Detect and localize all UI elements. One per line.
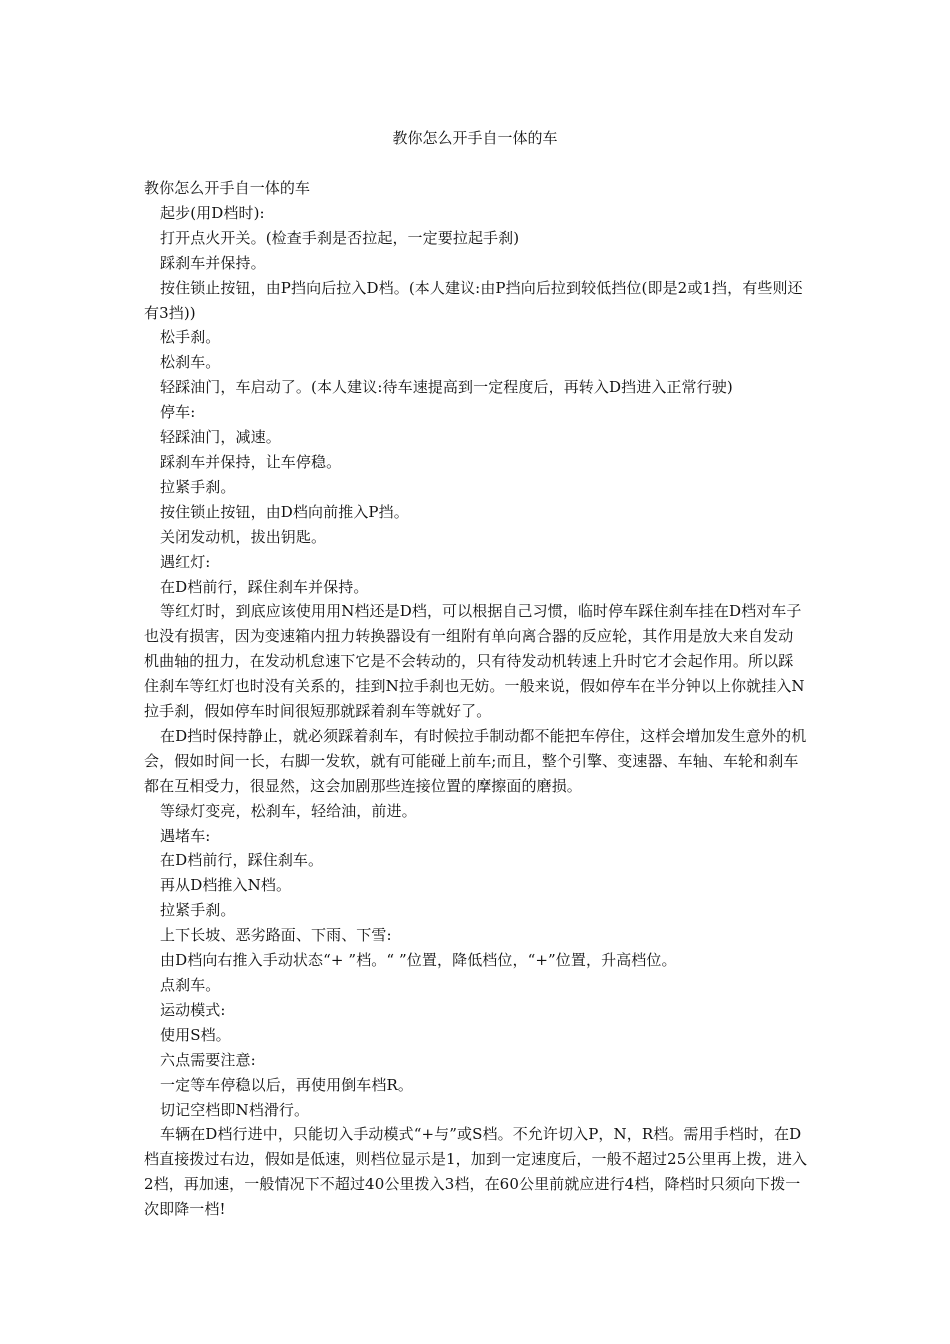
paragraph: 车辆在D档行进中，只能切入手动模式“+与”或S档。不允许切入P，N，R档。需用手档时，在D档直接拨过右边，假如是低速，则档位显示是1，加到一定速度后，一般不超过25公里再上拨，进入2档，再加速，一般情况下不超过40公里拨入3档，在60公里前就应进行4档，降档时只须向下拨一次即降一档! xyxy=(144,1125,808,1219)
paragraph: 点刹车。 xyxy=(160,976,221,994)
paragraph: 切记空档即N档滑行。 xyxy=(160,1100,310,1119)
paragraph: 在D档前行，踩住刹车。 xyxy=(160,851,324,870)
paragraph: 拉紧手刹。 xyxy=(160,901,236,920)
paragraph: 关闭发动机，拔出钥匙。 xyxy=(160,527,327,546)
paragraph: 遇红灯: xyxy=(160,552,211,571)
paragraph: 松手刹。 xyxy=(160,328,221,347)
paragraph: 停车: xyxy=(160,403,196,422)
paragraph: 按住锁止按钮，由P挡向后拉入D档。(本人建议:由P挡向后拉到较低挡位(即是2或1挡，有些则还有3挡)) xyxy=(144,278,803,322)
document-body xyxy=(144,176,808,1222)
paragraph: 拉紧手刹。 xyxy=(160,477,236,496)
paragraph: 轻踩油门，车启动了。(本人建议:待车速提高到一定程度后，再转入D挡进入正常行驶) xyxy=(160,378,733,397)
paragraph: 起步(用D档时): xyxy=(160,203,265,222)
paragraph: 上下长坡、恶劣路面、下雨、下雪: xyxy=(160,926,392,945)
paragraph: 松刹车。 xyxy=(160,353,221,372)
paragraph: 按住锁止按钮，由D档向前推入P挡。 xyxy=(160,502,409,521)
paragraph: 在D挡时保持静止，就必须踩着刹车，有时候拉手制动都不能把车停住，这样会增加发生意外的机会，假如时间一长，右脚一发软，就有可能碰上前车;而且，整个引擎、变速器、车轴、车轮和刹车都在互相受力，很显然，这会加剧那些连接位置的摩擦面的磨损。 xyxy=(144,726,807,795)
paragraph: 遇堵车: xyxy=(160,826,211,845)
paragraph: 六点需要注意: xyxy=(160,1050,256,1069)
paragraph: 在D档前行，踩住刹车并保持。 xyxy=(160,577,369,596)
paragraph: 踩刹车并保持，让车停稳。 xyxy=(160,452,342,471)
paragraph: 一定等车停稳以后，再使用倒车档R。 xyxy=(160,1075,413,1094)
page-title: 教你怎么开手自一体的车 xyxy=(392,129,558,147)
paragraph: 运动模式: xyxy=(160,1000,226,1019)
paragraph: 教你怎么开手自一体的车 xyxy=(144,179,311,197)
paragraph: 由D档向右推入手动状态“+ ”档。“ ”位置，降低档位，“+”位置，升高档位。 xyxy=(160,951,677,970)
paragraph: 等红灯时，到底应该使用用N档还是D档，可以根据自己习惯，临时停车踩住刹车挂在D档对车子也没有损害，因为变速箱内扭力转换器设有一组附有单向离合器的反应轮，其作用是放大来自发动机曲轴的扭力，在发动机怠速下它是不会转动的，只有待发动机转速上升时它才会起作用。所以踩住刹车等红灯也时没有关系的，挂到N拉手刹也无妨。一般来说，假如停车在半分钟以上你就挂入N拉手刹，假如停车时间很短那就踩着刹车等就好了。 xyxy=(144,602,805,721)
paragraph: 打开点火开关。(检查手刹是否拉起，一定要拉起手刹) xyxy=(160,228,520,247)
paragraph: 再从D档推入N档。 xyxy=(160,876,292,895)
paragraph: 等绿灯变亮，松刹车，轻给油，前进。 xyxy=(160,801,417,820)
paragraph: 使用S档。 xyxy=(160,1025,231,1044)
paragraph: 踩刹车并保持。 xyxy=(160,253,266,272)
paragraph: 轻踩油门，减速。 xyxy=(160,428,281,447)
